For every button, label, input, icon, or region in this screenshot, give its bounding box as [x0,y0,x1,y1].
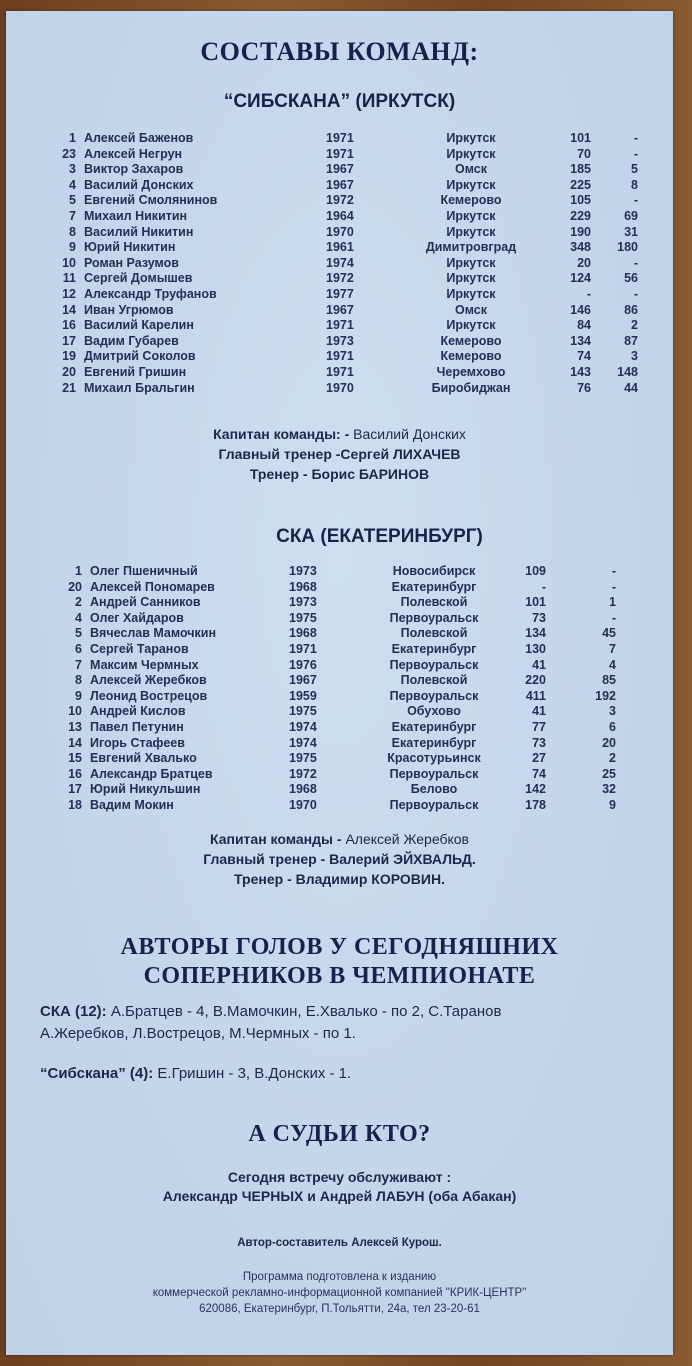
player-games: 70 [577,146,591,161]
player-goals: 45 [602,626,616,641]
player-row [6,225,673,241]
player-name: Игорь Стафеев [90,735,185,750]
player-row [6,318,673,334]
player-number: 14 [68,735,82,750]
player-row [6,178,673,194]
player-number: 8 [75,673,82,688]
player-goals: 2 [631,318,638,333]
player-city: Первоуральск [389,657,479,672]
player-birth-year: 1976 [289,657,317,672]
player-number: 8 [69,224,76,239]
player-name: Василий Донских [84,177,194,192]
player-city: Полевской [400,595,468,610]
player-birth-year: 1973 [289,564,317,578]
player-city: Димитровград [425,240,517,255]
player-number: 16 [68,766,82,781]
player-name: Олег Хайдаров [90,610,184,625]
ska-scorers [40,1001,660,1045]
footer-line1: Программа подготовлена к изданию [242,1271,437,1283]
player-city: Кемерово [440,193,502,208]
program-page [6,11,673,1355]
player-games: 143 [570,364,591,379]
player-row [6,798,673,814]
player-games: 74 [577,349,591,364]
player-goals: 148 [617,364,638,379]
player-name: Михаил Бральгин [84,380,195,395]
player-goals: 44 [624,380,638,395]
player-birth-year: 1971 [289,641,317,656]
player-row [6,287,673,303]
player-row [6,704,673,720]
player-birth-year: 1967 [326,177,354,192]
player-birth-year: 1973 [289,595,317,610]
player-birth-year: 1968 [289,782,317,797]
player-name: Павел Петунин [90,719,184,734]
player-number: 20 [68,579,82,594]
player-name: Андрей Санников [90,595,201,610]
player-name: Алексей Жеребков [90,673,207,688]
player-city: Биробиджан [431,380,511,395]
player-row [6,751,673,767]
player-city: Первоуральск [389,688,479,703]
player-city: Иркутск [446,208,496,223]
referees-info [6,1168,673,1206]
player-number: 9 [75,688,82,703]
ska-text-line2: А.Жеребков, Л.Вострецов, М.Чермных - по 1. [40,1025,356,1042]
player-goals: 85 [602,673,616,688]
player-birth-year: 1972 [289,766,317,781]
player-number: 19 [62,349,76,364]
player-city: Омск [454,162,487,177]
player-goals: - [633,146,638,161]
player-games: 220 [525,673,546,688]
referees-line1: Сегодня встречу обслуживают : [227,1169,452,1185]
player-city: Иркутск [446,255,496,270]
player-city: Екатеринбург [391,735,477,750]
player-name: Михаил Никитин [84,208,188,223]
player-name: Вячеслав Мамочкин [90,626,217,641]
player-number: 5 [75,626,82,641]
player-city: Черемхово [436,364,506,379]
player-row [6,689,673,705]
team1-roster [6,131,673,396]
captain-label: Капитан команды - [209,831,342,847]
player-name: Юрий Никульшин [90,782,201,797]
player-row [6,193,673,209]
player-row [6,271,673,287]
player-number: 5 [69,193,76,208]
player-goals: - [611,579,616,594]
player-birth-year: 1971 [326,131,354,145]
referees-line2: Александр ЧЕРНЫХ и Андрей ЛАБУН (оба Абакан) [162,1188,517,1204]
sibskana-text: Е.Гришин - 3, В.Донских - 1. [157,1065,352,1082]
player-birth-year: 1977 [326,286,354,301]
player-row [6,365,673,381]
player-birth-year: 1973 [326,333,354,348]
player-number: 2 [75,595,82,610]
player-games: 101 [525,595,546,610]
player-name: Василий Карелин [84,318,194,333]
player-games: 411 [525,688,546,703]
player-row [6,767,673,783]
team2-head-coach: Главный тренер - Валерий ЭЙХВАЛЬД. [203,851,476,867]
player-birth-year: 1964 [326,208,354,223]
player-birth-year: 1974 [326,255,354,270]
player-goals: 69 [624,208,638,223]
player-name: Евгений Гришин [84,364,187,379]
footer-line2: коммерческой рекламно-информационной компанией "КРИК-ЦЕНТР" [152,1287,527,1299]
ska-label: СКА (12): [40,1003,107,1020]
scorers-title [6,933,673,991]
player-row [6,626,673,642]
player-birth-year: 1968 [289,626,317,641]
player-row [6,349,673,365]
player-city: Иркутск [446,224,496,239]
player-number: 6 [75,641,82,656]
player-number: 15 [68,751,82,766]
player-goals: - [611,610,616,625]
player-goals: 31 [624,224,638,239]
player-games: 76 [577,380,591,395]
player-birth-year: 1961 [326,240,354,255]
player-games: 77 [532,719,546,734]
player-city: Иркутск [446,146,496,161]
player-city: Иркутск [446,286,496,301]
player-name: Евгений Смолянинов [84,193,218,208]
player-number: 14 [62,302,76,317]
player-city: Первоуральск [389,610,479,625]
player-number: 17 [68,782,82,797]
player-number: 4 [69,177,76,192]
player-birth-year: 1971 [326,318,354,333]
player-goals: 56 [624,271,638,286]
player-birth-year: 1975 [289,610,317,625]
player-row [6,720,673,736]
player-row [6,303,673,319]
player-number: 20 [62,364,76,379]
player-city: Белово [410,782,458,797]
player-row [6,162,673,178]
captain-name: Василий Донских [353,426,466,442]
team2-captain [6,829,673,849]
footer-line3: 620086, Екатеринбург, П.Тольятти, 24а, тел 23-20-61 [199,1303,480,1315]
player-city: Обухово [407,704,461,719]
player-goals: 1 [609,595,616,610]
team1-captain [6,424,673,444]
player-goals: 3 [631,349,638,364]
page-title: СОСТАВЫ КОМАНД: [200,37,479,66]
player-birth-year: 1972 [326,271,354,286]
player-row [6,580,673,596]
player-birth-year: 1971 [326,146,354,161]
player-row [6,782,673,798]
player-row [6,642,673,658]
player-row [6,209,673,225]
player-city: Новосибирск [392,564,476,578]
player-row [6,564,673,580]
player-number: 10 [62,255,76,270]
player-name: Роман Разумов [84,255,179,270]
player-goals: 4 [609,657,616,672]
ska-text-line1: А.Братцев - 4, В.Мамочкин, Е.Хвалько - по 2, С.Таранов [110,1003,502,1020]
team2-roster [6,564,673,814]
player-birth-year: 1971 [326,349,354,364]
player-birth-year: 1970 [326,224,354,239]
player-name: Александр Труфанов [84,286,217,301]
player-birth-year: 1975 [289,704,317,719]
player-name: Виктор Захаров [84,162,184,177]
player-goals: 25 [602,766,616,781]
player-birth-year: 1970 [326,380,354,395]
player-number: 3 [69,162,76,177]
player-goals: - [611,564,616,578]
player-city: Екатеринбург [391,579,477,594]
player-city: Кемерово [440,349,502,364]
player-name: Дмитрий Соколов [84,349,196,364]
player-games: - [541,579,546,594]
player-name: Алексей Негрун [84,146,183,161]
player-name: Евгений Хвалько [90,751,197,766]
player-city: Полевской [400,673,468,688]
player-row [6,381,673,397]
player-games: 84 [577,318,591,333]
player-number: 11 [62,271,76,286]
team2-title: СКА (ЕКАТЕРИНБУРГ) [276,526,483,547]
player-city: Кемерово [440,333,502,348]
player-games: 73 [532,735,546,750]
player-goals: 9 [609,797,616,812]
player-games: 109 [525,564,546,578]
player-number: 1 [75,564,82,578]
player-number: 10 [68,704,82,719]
player-name: Сергей Домышев [84,271,193,286]
player-games: 73 [532,610,546,625]
player-goals: 192 [595,688,616,703]
player-number: 12 [62,286,76,301]
player-birth-year: 1968 [289,579,317,594]
player-number: 7 [75,657,82,672]
team1-coach: Тренер - Борис БАРИНОВ [249,466,430,482]
player-city: Екатеринбург [391,719,477,734]
player-games: 146 [570,302,591,317]
player-games: 27 [532,751,546,766]
player-goals: 20 [602,735,616,750]
player-goals: 2 [609,751,616,766]
player-birth-year: 1971 [326,364,354,379]
player-row [6,334,673,350]
player-goals: 7 [609,641,616,656]
player-games: - [586,286,591,301]
player-row [6,240,673,256]
player-games: 190 [570,224,591,239]
player-birth-year: 1972 [326,193,354,208]
player-name: Василий Никитин [84,224,194,239]
player-name: Алексей Пономарев [90,579,215,594]
player-games: 134 [570,333,591,348]
team1-title: “СИБСКАНА” (ИРКУТСК) [223,91,456,112]
player-name: Иван Угрюмов [84,302,174,317]
player-name: Сергей Таранов [90,641,189,656]
player-row [6,736,673,752]
player-goals: 6 [609,719,616,734]
player-birth-year: 1970 [289,797,317,812]
player-games: 101 [570,131,591,145]
ska-scorers-line1 [40,1001,660,1023]
player-goals: - [633,193,638,208]
player-games: 105 [570,193,591,208]
player-city: Первоуральск [389,797,479,812]
player-name: Алексей Баженов [84,131,194,145]
player-games: 20 [577,255,591,270]
player-row [6,131,673,147]
player-name: Юрий Никитин [84,240,176,255]
player-city: Иркутск [446,271,496,286]
player-number: 1 [69,131,76,145]
player-games: 185 [570,162,591,177]
player-games: 348 [570,240,591,255]
player-number: 7 [69,208,76,223]
player-row [6,595,673,611]
player-goals: 180 [617,240,638,255]
player-games: 225 [570,177,591,192]
player-number: 9 [69,240,76,255]
team1-head-coach: Главный тренер -Сергей ЛИХАЧЕВ [218,446,461,462]
player-row [6,673,673,689]
player-birth-year: 1975 [289,751,317,766]
player-row [6,256,673,272]
player-birth-year: 1974 [289,735,317,750]
player-birth-year: 1959 [289,688,317,703]
player-goals: 8 [631,177,638,192]
player-name: Андрей Кислов [90,704,186,719]
player-games: 178 [525,797,546,812]
player-games: 142 [525,782,546,797]
player-number: 17 [62,333,76,348]
player-goals: - [633,131,638,145]
player-city: Полевской [400,626,468,641]
player-games: 134 [525,626,546,641]
player-city: Екатеринбург [391,641,477,656]
player-number: 21 [62,380,76,395]
player-games: 41 [532,704,546,719]
player-name: Вадим Мокин [90,797,174,812]
player-row [6,658,673,674]
player-number: 23 [62,146,76,161]
captain-label: Капитан команды: - [213,426,350,442]
player-name: Леонид Вострецов [90,688,208,703]
publisher-footer [6,1269,673,1317]
scorers-title-line1: АВТОРЫ ГОЛОВ У СЕГОДНЯШНИХ [120,934,559,960]
player-number: 13 [68,719,82,734]
player-row [6,147,673,163]
player-birth-year: 1967 [289,673,317,688]
player-number: 4 [75,610,82,625]
team2-coach: Тренер - Владимир КОРОВИН. [234,871,445,887]
player-city: Первоуральск [389,766,479,781]
player-city: Красотурьинск [387,751,481,766]
author-credit: Автор-составитель Алексей Курош. [237,1237,442,1249]
player-city: Иркутск [446,318,496,333]
player-games: 41 [532,657,546,672]
player-birth-year: 1967 [326,162,354,177]
player-goals: 3 [609,704,616,719]
team2-staff [6,829,673,889]
sibskana-label: “Сибскана” (4): [40,1065,154,1082]
player-games: 130 [525,641,546,656]
sibskana-scorers [40,1063,660,1085]
player-city: Омск [454,302,487,317]
player-city: Иркутск [446,177,496,192]
player-name: Александр Братцев [90,766,213,781]
player-goals: 87 [624,333,638,348]
player-name: Максим Чермных [90,657,199,672]
player-goals: 86 [624,302,638,317]
player-name: Вадим Губарев [84,333,179,348]
player-goals: 5 [631,162,638,177]
team1-staff [6,424,673,484]
player-birth-year: 1974 [289,719,317,734]
player-goals: - [633,255,638,270]
player-games: 229 [570,208,591,223]
player-city: Иркутск [446,131,496,145]
player-number: 18 [68,797,82,812]
player-goals: 32 [602,782,616,797]
player-birth-year: 1967 [326,302,354,317]
scorers-title-line2: СОПЕРНИКОВ В ЧЕМПИОНАТЕ [143,963,536,989]
player-games: 124 [570,271,591,286]
captain-name: Алексей Жеребков [345,831,469,847]
player-row [6,611,673,627]
player-name: Олег Пшеничный [90,564,198,578]
referees-title: А СУДЬИ КТО? [248,1121,431,1147]
player-number: 16 [62,318,76,333]
player-goals: - [633,286,638,301]
player-games: 74 [532,766,546,781]
